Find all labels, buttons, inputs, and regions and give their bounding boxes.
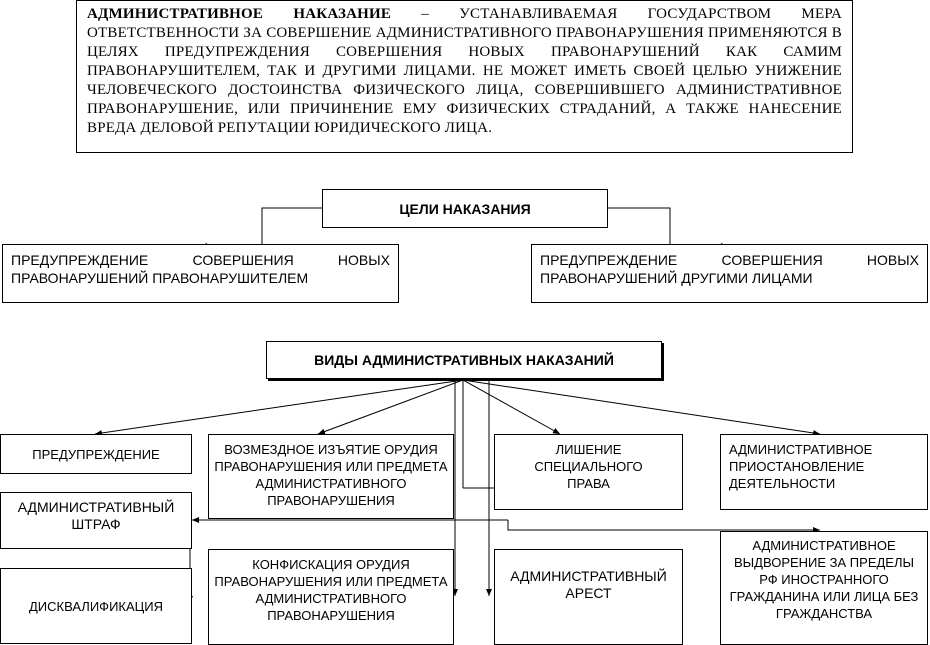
kind-fine: АДМИНИСТРАТИВНЫЙ ШТРАФ [0, 492, 192, 549]
kind-deprivation: ЛИШЕНИЕ СПЕЦИАЛЬНОГО ПРАВА [494, 434, 683, 510]
kind-paid-seizure: ВОЗМЕЗДНОЕ ИЗЪЯТИЕ ОРУДИЯ ПРАВОНАРУШЕНИЯ ИЛИ ПРЕДМЕТА АДМИНИСТРАТИВНОГО ПРАВОНАРУШЕНИЯ [208, 434, 454, 519]
kinds-connectors [95, 380, 820, 603]
goal-left: ПРЕДУПРЕЖДЕНИЕ СОВЕРШЕНИЯ НОВЫХ ПРАВОНАРУШЕНИЙ ПРАВОНАРУШИТЕЛЕМ [2, 244, 399, 303]
kind-suspension: АДМИНИСТРАТИВНОЕ ПРИОСТАНОВЛЕНИЕ ДЕЯТЕЛЬНОСТИ [720, 434, 928, 510]
kind-expulsion: АДМИНИСТРАТИВНОЕ ВЫДВОРЕНИЕ ЗА ПРЕДЕЛЫ РФ ИНОСТРАННОГО ГРАЖДАНИНА ИЛИ ЛИЦА БЕЗ ГРАЖДАНСТВА [720, 531, 928, 645]
goals-title: ЦЕЛИ НАКАЗАНИЯ [322, 189, 608, 228]
kind-warning: ПРЕДУПРЕЖДЕНИЕ [0, 434, 192, 474]
definition-box [76, 0, 853, 153]
kind-arrest: АДМИНИСТРАТИВНЫЙ АРЕСТ [494, 549, 683, 645]
definition-term: АДМИНИСТРАТИВНОЕ НАКАЗАНИЕ [87, 6, 392, 22]
kind-confiscation: КОНФИСКАЦИЯ ОРУДИЯ ПРАВОНАРУШЕНИЯ ИЛИ ПРЕДМЕТА АДМИНИСТРАТИВНОГО ПРАВОНАРУШЕНИЯ [208, 549, 454, 645]
kind-disqualification: ДИСКВАЛИФИКАЦИЯ [0, 568, 192, 644]
definition-text: – УСТАНАВЛИВАЕМАЯ ГОСУДАРСТВОМ МЕРА ОТВЕТСТВЕННОСТИ ЗА СОВЕРШЕНИЕ АДМИНИСТРАТИВНОГО ПРАВОНАРУШЕНИЯ ПРИМЕНЯЮТСЯ В ЦЕЛЯХ ПРЕДУПРЕЖДЕНИЯ СОВЕРШЕНИЯ НОВЫХ ПРАВОНАРУШЕНИЙ КАК САМИМ ПРАВОНАРУШИТЕЛЕМ, ТАК И ДРУГИМИ ЛИЦАМИ. НЕ МОЖЕТ ИМЕТЬ СВОЕЙ ЦЕЛЬЮ УНИЖЕНИЕ ЧЕЛОВЕЧЕСКОГО ДОСТОИНСТВА ФИЗИЧЕСКОГО ЛИЦА, СОВЕРШИВШЕГО АДМИНИСТРАТИВНОЕ ПРАВОНАРУШЕНИЕ, ИЛИ ПРИЧИНЕНИЕ ЕМУ ФИЗИЧЕСКИХ СТРАДАНИЙ, А ТАКЖЕ НАНЕСЕНИЕ ВРЕДА ДЕЛОВОЙ РЕПУТАЦИИ ЮРИДИЧЕСКОГО ЛИЦА. [87, 6, 842, 136]
goal-right: ПРЕДУПРЕЖДЕНИЕ СОВЕРШЕНИЯ НОВЫХ ПРАВОНАРУШЕНИЙ ДРУГИМИ ЛИЦАМИ [531, 244, 928, 303]
kinds-title: ВИДЫ АДМИНИСТРАТИВНЫХ НАКАЗАНИЙ [266, 341, 662, 379]
